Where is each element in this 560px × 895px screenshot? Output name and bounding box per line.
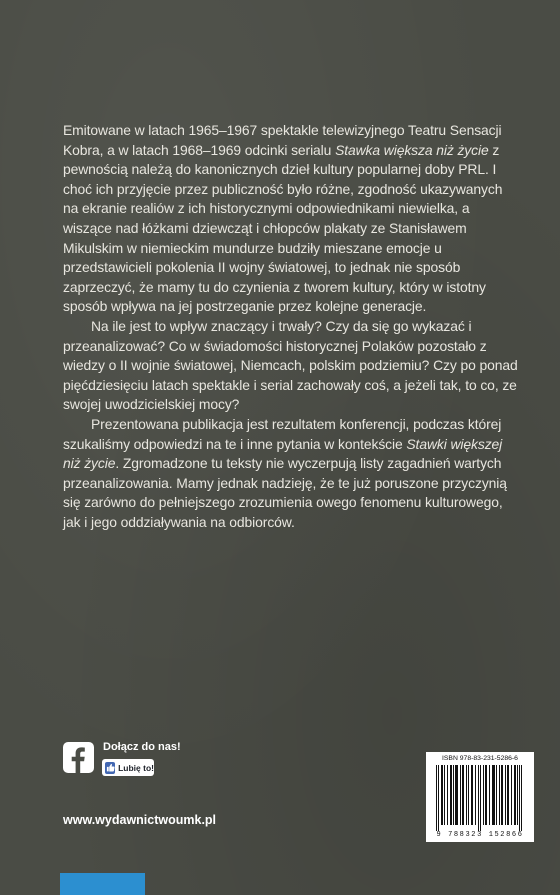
facebook-icon[interactable]	[63, 742, 94, 773]
like-button[interactable]	[102, 759, 154, 776]
isbn-number: ISBN 978-83-231-5286-6	[442, 755, 518, 762]
isbn-barcode	[426, 752, 534, 842]
like-button-label: Lubię to!	[118, 762, 154, 773]
series-title-genitive: Stawki większej niż życie	[63, 435, 503, 472]
publisher-website[interactable]: www.wydawnictwoumk.pl	[63, 813, 217, 827]
back-cover-blurb	[63, 121, 518, 532]
barcode-bars	[430, 765, 530, 831]
blurb-paragraph-1: Emitowane w latach 1965–1967 spektakle telewizyjnego Teatru Sensacji Kobra, a w latach 1968–1969 odcinki serialu Stawka większa niż życie z pewnością należą do kanonicznych dzieł kultury popularnej doby PRL. I choć ich przyjęcie przez publiczność było różne, zgodność ukazywanych na ekranie realiów z ich historycznymi odpowiednikami niewielka, a wiszące nad łóżkami dziewcząt i chłopców plakaty ze Stanisławem Mikulskim w niemieckim mundurze budziły mieszane emocje u przedstawicieli pokolenia II wojny światowej, to jednak nie sposób zaprzeczyć, że mamy tu do czynienia z tworem kultury, który w istotny sposób wpływa na jej postrzeganie przez kolejne generacje.	[63, 122, 503, 315]
accent-strip	[60, 873, 145, 895]
barcode-digits: 9 788323 152866	[436, 831, 524, 839]
join-us-text: Dołącz do nas!	[103, 741, 181, 753]
series-title: Stawka większa niż życie	[335, 141, 489, 158]
thumbs-up-icon	[105, 762, 115, 774]
blurb-paragraph-3: Prezentowana publikacja jest rezultatem konferencji, podczas której szukaliśmy odpowiedzi na te i inne pytania w kontekście Stawki większej niż życie. Zgromadzone tu teksty nie wyczerpują listy zagadnień wartych przeanalizowania. Mamy jednak nadzieję, że te już poruszone przyczynią się zarówno do pełniejszego zrozumienia owego fenomenu kulturowego, jak i jego oddziaływania na odbiorców.	[63, 415, 507, 530]
blurb-paragraph-2: Na ile jest to wpływ znaczący i trwały? Czy da się go wykazać i przeanalizować? Co w świadomości historycznej Polaków pozostało z wiedzy o II wojnie światowej, Niemcach, polskim podziemiu? Czy po ponad pięćdziesięciu latach spektakle i serial zachowały coś, a jeżeli tak, to co, ze swojej uwodzicielskiej mocy?	[63, 317, 518, 413]
